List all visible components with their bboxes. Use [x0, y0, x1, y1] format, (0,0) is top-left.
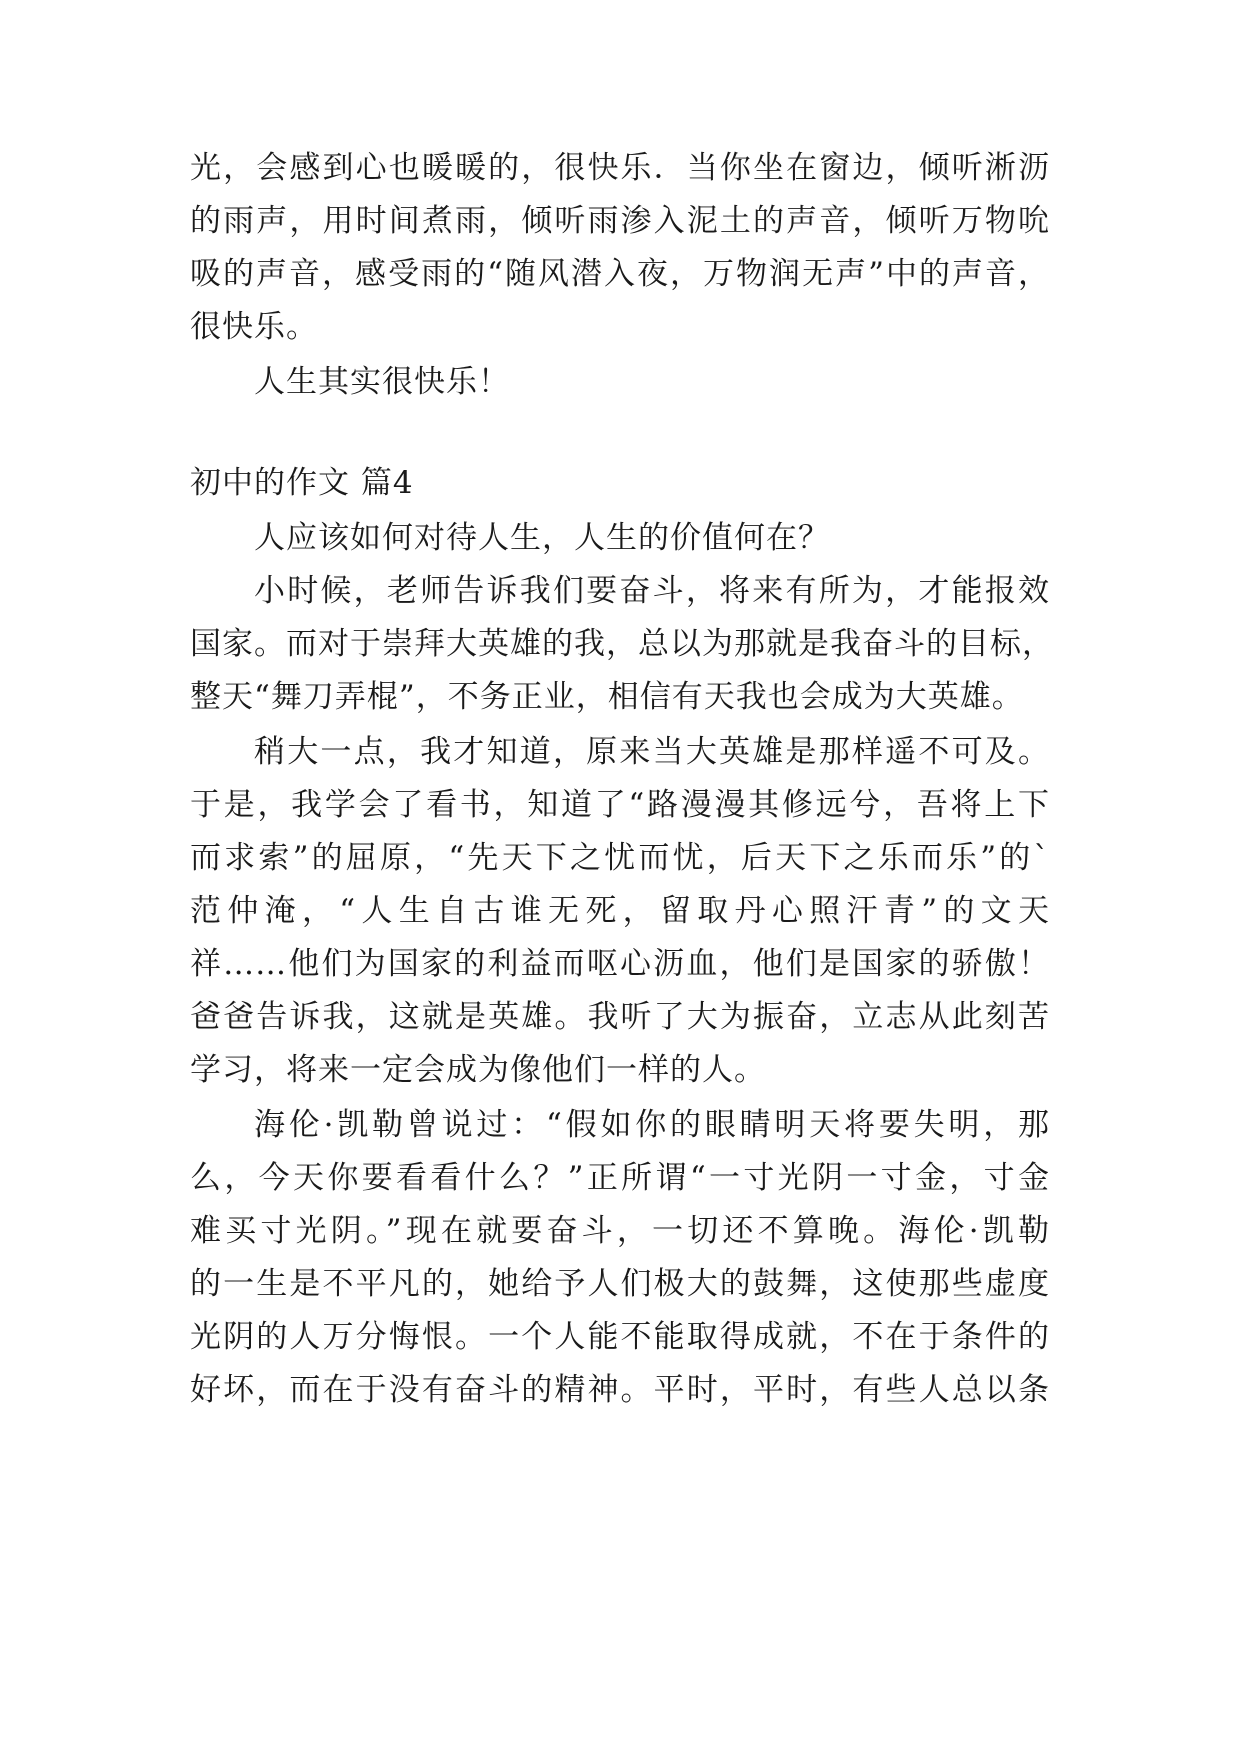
paragraph-5-line-6: 爸爸告诉我，这就是英雄。我听了大为振奋，立志从此刻苦 [190, 999, 1050, 1035]
paragraph-3-line-1: 人应该如何对待人生，人生的价值何在？ [254, 520, 830, 556]
paragraph-6-line-2: 么，今天你要看看什么？”正所谓“一寸光阴一寸金，寸金 [190, 1160, 1050, 1196]
paragraph-2-line-1: 人生其实很快乐！ [254, 364, 510, 400]
paragraph-1-line-1: 光，会感到心也暖暖的，很快乐．当你坐在窗边，倾听淅沥 [190, 150, 1050, 186]
paragraph-6-line-1: 海伦·凯勒曾说过：“假如你的眼睛明天将要失明，那 [254, 1107, 1050, 1143]
paragraph-1-line-4: 很快乐。 [190, 309, 318, 345]
paragraph-6-line-4: 的一生是不平凡的，她给予人们极大的鼓舞，这使那些虚度 [190, 1266, 1050, 1302]
paragraph-5-line-5: 祥……他们为国家的利益而呕心沥血，他们是国家的骄傲！ [190, 946, 1050, 982]
paragraph-1-line-2: 的雨声，用时间煮雨，倾听雨渗入泥土的声音，倾听万物吮 [190, 203, 1050, 239]
paragraph-5-line-7: 学习，将来一定会成为像他们一样的人。 [190, 1052, 766, 1088]
paragraph-6-line-3: 难买寸光阴。”现在就要奋斗，一切还不算晚。海伦·凯勒 [190, 1213, 1050, 1249]
paragraph-5-line-4: 范仲淹，“人生自古谁无死，留取丹心照汗青”的文天 [190, 893, 1050, 929]
paragraph-6-line-5: 光阴的人万分悔恨。一个人能不能取得成就，不在于条件的 [190, 1319, 1050, 1355]
paragraph-6-line-6: 好坏，而在于没有奋斗的精神。平时，平时，有些人总以条 [190, 1372, 1050, 1408]
paragraph-4-line-2: 国家。而对于崇拜大英雄的我，总以为那就是我奋斗的目标， [190, 626, 1054, 662]
paragraph-5-line-2: 于是，我学会了看书，知道了“路漫漫其修远兮，吾将上下 [190, 787, 1050, 823]
paragraph-5-line-3: 而求索”的屈原，“先天下之忧而忧，后天下之乐而乐”的` [190, 840, 1050, 876]
paragraph-1-line-3: 吸的声音，感受雨的“随风潜入夜，万物润无声”中的声音， [190, 256, 1050, 292]
section-heading: 初中的作文 篇4 [190, 465, 414, 501]
paragraph-4-line-1: 小时候，老师告诉我们要奋斗，将来有所为，才能报效 [254, 573, 1050, 609]
paragraph-5-line-1: 稍大一点，我才知道，原来当大英雄是那样遥不可及。 [254, 734, 1050, 770]
paragraph-4-line-3: 整天“舞刀弄棍”，不务正业，相信有天我也会成为大英雄。 [190, 679, 1024, 715]
